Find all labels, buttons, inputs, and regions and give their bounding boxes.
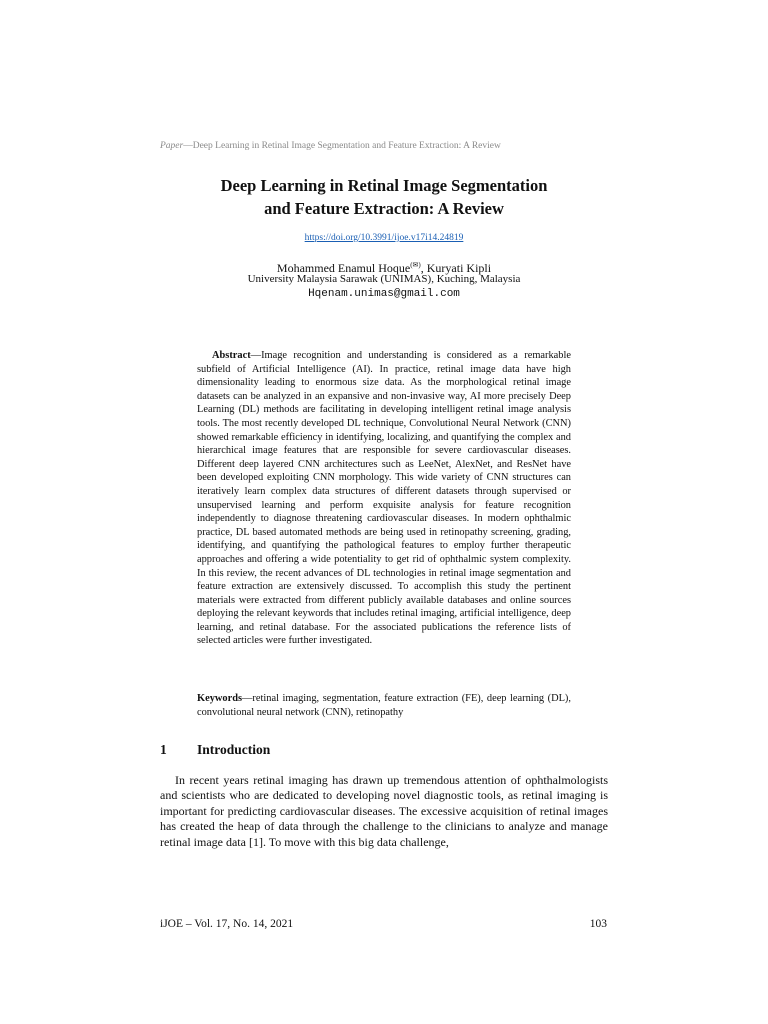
- author-separator: ,: [420, 261, 427, 275]
- keywords: [197, 692, 571, 719]
- doi-link[interactable]: https://doi.org/10.3991/ijoe.v17i14.24819: [304, 233, 464, 243]
- abstract-label: Abstract: [212, 350, 251, 361]
- section-heading: [160, 742, 270, 758]
- keywords-label: Keywords: [197, 693, 243, 704]
- keywords-text: —retinal imaging, segmentation, feature extraction (FE), deep learning (DL), convolutional neural network (CNN), retinopathy: [197, 693, 571, 718]
- corresponding-author-mark: (✉): [410, 261, 421, 269]
- author-name: Mohammed Enamul Hoque: [276, 261, 411, 275]
- abstract-text: —Image recognition and understanding is considered as a remarkable subfield of Artificial Intelligence (AI). In practice, retinal image data have high dimensionality leading to enormous size data. As the morphological retinal image datasets can be analyzed in an expansive and non-invasive way, AI more precisely Deep Learning (DL) methods are facilitating in developing intelligent retinal image analysis tools. The most recently developed DL technique, Convolutional Neural Network (CNN) showed remarkable efficiency in identifying, localizing, and quantifying the complex and hierarchical image features that are responsible for severe cardiovascular diseases. Different deep layered CNN architectures such as LeeNet, AlexNet, and ResNet have been developed exploiting CNN morphology. This wide variety of CNN structures can iteratively learn complex data structures of different datasets through supervised or unsupervised learning and perform exquisite analysis for feature recognition independently to diagnose threatening cardiovascular diseases. In modern ophthalmic practice, DL based automated methods are being used in retinopathy screening, grading, identifying, and quantifying the pathological features to employ further therapeutic approaches and offering a wide potentiality to get rid of ophthalmic system complexity. In this review, the recent advances of DL technologies in retinal image segmentation and feature extraction are extensively discussed. To accomplish this study the pertinent materials were extracted from different publicly available databases and online sources deploying the relevant keywords that includes retinal imaging, artificial intelligence, deep learning, and retinal database. For the associated publications the reference lists of selected articles were further investigated.: [197, 350, 571, 647]
- affiliation: University Malaysia Sarawak (UNIMAS), Kuching, Malaysia: [247, 273, 521, 285]
- author-email: Hqenam.unimas@gmail.com: [308, 288, 460, 300]
- author-name: Kuryati Kipli: [426, 261, 492, 275]
- doi: [160, 233, 608, 243]
- intro-paragraph: In recent years retinal imaging has drawn up tremendous attention of ophthalmologists and scientists who are dedicated to developing novel diagnostic tools, as retinal imaging is important for predicting cardiovascular diseases. The excessive acquisition of retinal images has created the heap of data through the challenge to the clinicians to analyze and manage retinal image data [1]. To move with this big data challenge,: [160, 773, 608, 849]
- paper-title-line-2: and Feature Extraction: A Review: [264, 199, 504, 218]
- paper-title-line-1: Deep Learning in Retinal Image Segmentation: [220, 176, 548, 195]
- running-head-label: Paper: [160, 141, 184, 151]
- abstract: [197, 349, 571, 648]
- section-title: Introduction: [197, 742, 271, 757]
- section-number: 1: [160, 742, 167, 757]
- running-head-title: —Deep Learning in Retinal Image Segmentation and Feature Extraction: A Review: [183, 141, 501, 151]
- footer-journal: iJOE – Vol. 17, No. 14, 2021: [160, 918, 294, 930]
- paper-title: [120, 174, 648, 220]
- page-number: 103: [589, 918, 607, 930]
- running-head: [160, 141, 610, 151]
